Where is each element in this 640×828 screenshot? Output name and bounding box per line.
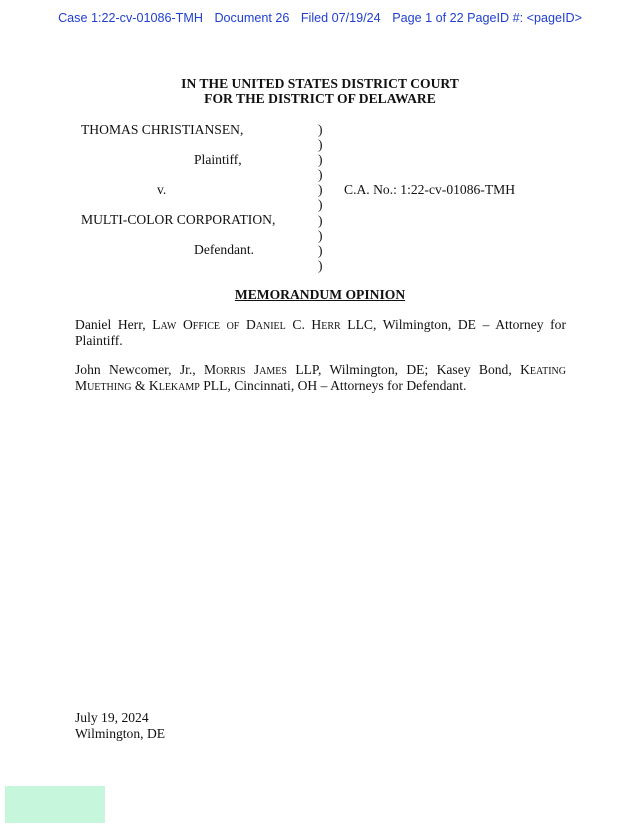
caption-paren: ) <box>318 257 323 273</box>
opinion-location: Wilmington, DE <box>75 726 166 741</box>
caption-paren: ) <box>318 167 323 183</box>
plaintiff-name: THOMAS CHRISTIANSEN, <box>81 122 244 137</box>
caption-parentheses <box>318 122 323 273</box>
opinion-date: July 19, 2024 <box>75 710 149 725</box>
caption-paren: ) <box>318 197 323 213</box>
caption-paren: ) <box>318 212 323 228</box>
defendant-role: Defendant. <box>194 242 255 257</box>
caption-paren: ) <box>318 152 323 168</box>
defendant-counsel <box>75 362 566 394</box>
court-heading-line2: FOR THE DISTRICT OF DELAWARE <box>204 91 436 106</box>
defendant-attorney-name-1: John Newcomer, Jr., <box>75 362 205 377</box>
defendant-name: MULTI-COLOR CORPORATION, <box>81 212 276 227</box>
date-block <box>75 710 165 742</box>
plaintiff-role: Plaintiff, <box>194 152 242 167</box>
document-number-stamp: Document 26 <box>214 11 290 25</box>
defendant-firm-1: Morris James <box>204 362 287 377</box>
plaintiff-attorney-name: Daniel Herr, <box>75 317 153 332</box>
case-number: C.A. No.: 1:22-cv-01086-TMH <box>344 182 516 197</box>
caption-paren: ) <box>318 122 323 137</box>
ecf-header-stamp <box>0 11 640 25</box>
defendant-firm-2: Keating Muething & Klekamp <box>75 362 566 393</box>
plaintiff-counsel <box>75 317 566 349</box>
court-heading <box>0 76 640 106</box>
filed-date-stamp: Filed 07/19/24 <box>300 11 381 25</box>
page-id-stamp: Page 1 of 22 PageID #: <pageID> <box>392 11 582 25</box>
caption-paren: ) <box>318 227 323 243</box>
caption-paren: ) <box>318 137 323 153</box>
case-number-stamp: Case 1:22-cv-01086-TMH <box>58 11 203 25</box>
caption-paren: ) <box>318 182 323 198</box>
defendant-counsel-rest: PLL, Cincinnati, OH – Attorneys for Defendant. <box>199 378 467 393</box>
versus-label: v. <box>157 182 167 197</box>
court-heading-line1: IN THE UNITED STATES DISTRICT COURT <box>181 76 459 91</box>
caption-paren: ) <box>318 242 323 258</box>
plaintiff-firm: Law Office of Daniel C. Herr <box>152 317 341 332</box>
highlight-box <box>5 786 105 823</box>
plaintiff-counsel-rest: LLC, Wilmington, DE – Attorney for Plaintiff. <box>75 317 566 348</box>
document-title: MEMORANDUM OPINION <box>234 287 406 302</box>
defendant-counsel-mid: LLP, Wilmington, DE; Kasey Bond, <box>286 362 521 377</box>
